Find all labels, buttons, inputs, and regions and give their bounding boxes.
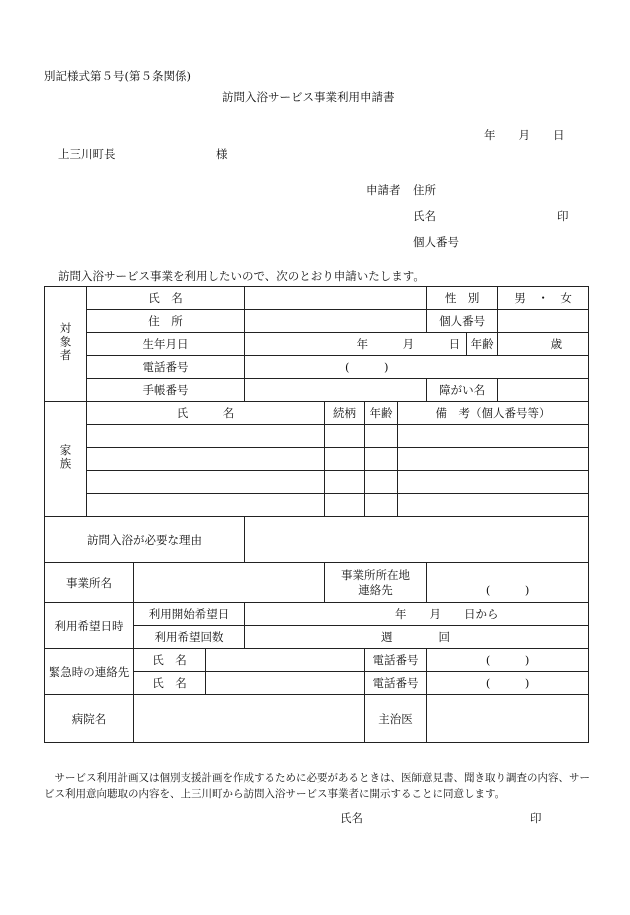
subject-group-label: 対象者 [45,287,87,402]
family-row [45,471,589,494]
subject-address-field[interactable] [245,310,427,333]
family-group-label: 家族 [45,402,87,517]
family-age-cell[interactable] [365,448,398,471]
family-age-cell[interactable] [365,494,398,517]
family-row [45,448,589,471]
subject-handbook-no-field[interactable] [245,379,427,402]
family-name-cell[interactable] [87,448,325,471]
family-relation-cell[interactable] [325,471,365,494]
family-col-relation: 続柄 [325,402,365,425]
emergency-phone-label-2: 電話番号 [365,672,427,695]
usage-count-label: 利用希望回数 [134,626,245,649]
family-name-cell[interactable] [87,425,325,448]
family-remarks-cell[interactable] [398,471,589,494]
applicant-address-label: 住所 [413,183,436,197]
hospital-name-label: 病院名 [45,695,134,743]
usage-start-field[interactable]: 年 月 日から [245,603,589,626]
family-col-age: 年齢 [365,402,398,425]
doctor-field[interactable] [427,695,589,743]
emergency-phone-field-1[interactable]: ( ) [427,649,589,672]
family-relation-cell[interactable] [325,448,365,471]
office-name-label: 事業所名 [45,563,134,603]
hospital-name-field[interactable] [134,695,365,743]
usage-count-field[interactable]: 週 回 [245,626,589,649]
emergency-label: 緊急時の連絡先 [45,649,134,695]
family-col-remarks: 備 考（個人番号等） [398,402,589,425]
family-age-cell[interactable] [365,425,398,448]
reason-field[interactable] [245,517,589,563]
office-phone-format: ( ) [485,583,530,597]
emergency-name-field-1[interactable] [206,649,365,672]
subject-phone-field[interactable]: ( ) [245,356,589,379]
family-row [45,494,589,517]
emergency-name-field-2[interactable] [206,672,365,695]
office-name-field[interactable] [134,563,325,603]
office-contact-label-line2: 連絡先 [358,582,393,597]
office-location-field[interactable] [427,563,589,603]
subject-personal-no-label: 個人番号 [427,310,498,333]
subject-address-label: 住 所 [87,310,245,333]
subject-birthdate-label: 生年月日 [87,333,245,356]
family-relation-cell[interactable] [325,425,365,448]
form-title: 訪問入浴サービス事業利用申請書 [222,90,395,104]
usage-label: 利用希望日時 [45,603,134,649]
subject-name-field[interactable] [245,287,427,310]
applicant-seal: 印 [557,209,569,223]
applicant-label: 申請者 [366,183,401,197]
office-location-label [325,563,427,603]
intro-text: 訪問入浴サービス事業を利用したいので、次のとおり申請いたします。 [58,269,425,283]
family-name-cell[interactable] [87,471,325,494]
subject-age-field[interactable]: 歳 [498,333,589,356]
family-row [45,425,589,448]
date-line[interactable]: 年 月 日 [484,128,565,142]
addressee: 上三川町長 [58,147,116,161]
subject-personal-no-field[interactable] [498,310,589,333]
family-age-cell[interactable] [365,471,398,494]
subject-age-label: 年齢 [467,333,498,356]
office-location-label-line1: 事業所所在地 [341,567,411,582]
consent-text: サービス利用計画又は個別支援計画を作成するために必要があるときは、医師意見書、聞き取り調査の内容、サービス利用意向聴取の内容を、上三川町から訪問入浴サービス事業者に開示することに同意します。 [44,772,590,800]
emergency-name-label-1: 氏 名 [134,649,206,672]
family-remarks-cell[interactable] [398,425,589,448]
subject-phone-label: 電話番号 [87,356,245,379]
doctor-label: 主治医 [365,695,427,743]
consent-seal: 印 [530,811,542,825]
family-name-cell[interactable] [87,494,325,517]
subject-disability-field[interactable] [498,379,589,402]
subject-birthdate-field[interactable]: 年 月 日 [245,333,467,356]
addressee-honorific: 様 [216,147,228,161]
family-remarks-cell[interactable] [398,494,589,517]
family-remarks-cell[interactable] [398,448,589,471]
emergency-phone-label-1: 電話番号 [365,649,427,672]
emergency-name-label-2: 氏 名 [134,672,206,695]
subject-gender-field[interactable]: 男 ・ 女 [498,287,589,310]
subject-disability-label: 障がい名 [427,379,498,402]
reason-label: 訪問入浴が必要な理由 [45,517,245,563]
emergency-phone-field-2[interactable]: ( ) [427,672,589,695]
applicant-name-label: 氏名 [413,209,436,223]
subject-handbook-no-label: 手帳番号 [87,379,245,402]
application-table [44,286,589,743]
subject-gender-label: 性 別 [427,287,498,310]
subject-name-label: 氏 名 [87,287,245,310]
usage-start-label: 利用開始希望日 [134,603,245,626]
consent-name-label: 氏名 [340,811,363,825]
family-relation-cell[interactable] [325,494,365,517]
applicant-personal-no-label: 個人番号 [413,235,459,249]
family-col-name: 氏 名 [87,402,325,425]
form-number: 別記様式第５号(第５条関係) [44,69,191,83]
